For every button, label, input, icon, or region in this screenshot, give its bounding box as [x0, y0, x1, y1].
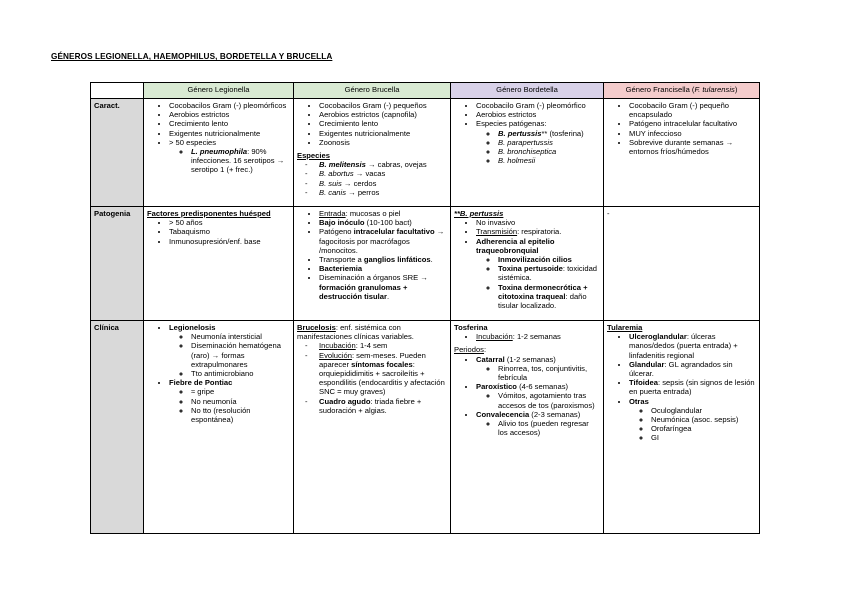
header-row: [91, 83, 760, 99]
row-caract: [91, 99, 760, 207]
list-item: • Incubación: 1-2 semanas: [476, 332, 600, 341]
list-item: • Legionelosis ◦ Neumonía intersticial ◦ Diseminación hematógena (raro) → formas extrapulmonares ◦ Tto antimicrobiano: [169, 323, 290, 378]
cell-patogenia-francisella: [604, 207, 760, 321]
list-item: • Exigentes nutricionalmente: [169, 129, 290, 138]
species-heading: Especies: [297, 151, 330, 161]
list-item: ◦ B. holmesii: [498, 156, 600, 165]
list-item: ◦ Toxina pertusoide: toxicidad sistémica.: [498, 264, 600, 282]
list-item: • Inmunosupresión/enf. base: [169, 237, 290, 246]
row-label-clinica: Clínica: [91, 321, 144, 534]
list-item: • Transmisión: respiratoria.: [476, 227, 600, 236]
cell-caract-legionella: [144, 99, 294, 207]
list-item: • Zoonosis: [319, 138, 447, 147]
cell-patogenia-bordetella: [451, 207, 604, 321]
list-item: - B. canis → perros: [319, 188, 447, 197]
cell-clinica-francisella: [604, 321, 760, 534]
empty-dash: -: [607, 209, 610, 218]
header-francisella-label: Género Francisella (F. tularensis): [625, 85, 738, 94]
row-patogenia: [91, 207, 760, 321]
list-item: • Crecimiento lento: [319, 119, 447, 128]
list-item: • Glandular: GL agrandados sin úlcerar.: [629, 360, 756, 378]
factors-heading: Factores predisponentes huésped: [147, 209, 271, 218]
list-item: ◦ Neumónica (asoc. sepsis): [651, 415, 756, 424]
list-item: • Aerobios estrictos: [476, 110, 600, 119]
list-item: - Incubación: 1-4 sem: [319, 341, 447, 350]
list-item: • Paroxístico (4-6 semanas) ◦ Vómitos, agotamiento tras accesos de tos (paroxismos): [476, 382, 600, 410]
list-item: • Especies patógenas: ◦ B. pertussis** (tosferina) ◦ B. parapertussis ◦ B. bronchiseptica ◦ B. holmesii: [476, 119, 600, 165]
tosferina-heading: Tosferina: [454, 323, 488, 332]
list-item: - Cuadro agudo: triada fiebre + sudoración + algias.: [319, 397, 447, 415]
cell-patogenia-legionella: [144, 207, 294, 321]
list-item: ◦ GI: [651, 433, 756, 442]
cell-caract-bordetella: [451, 99, 604, 207]
list-item: ◦ Rinorrea, tos, conjuntivitis, febrícula: [498, 364, 600, 382]
list-item: ◦ Vómitos, agotamiento tras accesos de tos (paroxismos): [498, 391, 600, 409]
list-item: ◦ Orofaríngea: [651, 424, 756, 433]
comparison-table: [90, 82, 760, 534]
list-item: ◦ Inmovilización cilios: [498, 255, 600, 264]
list-item: • > 50 años: [169, 218, 290, 227]
header-legionella: Género Legionella: [144, 83, 294, 99]
list-item: • Adherencia al epitelio traqueobronquial ◦ Inmovilización cilios ◦ Toxina pertusoide: toxicidad sistémica. ◦ Toxina dermonecrótica + citotoxina traqueal: daño tisular localizado.: [476, 237, 600, 311]
header-bordetella: Género Bordetella: [451, 83, 604, 99]
row-label-caract: Caract.: [91, 99, 144, 207]
list-item: - B. melitensis → cabras, ovejas: [319, 160, 447, 169]
list-item: ◦ No tto (resolución espontánea): [191, 406, 290, 424]
list-item: • Patógeno intracelular facultativo: [629, 119, 756, 128]
list-item: - B. abortus → vacas: [319, 169, 447, 178]
list-item: • Bacteriemia: [319, 264, 447, 273]
list-item: • Patógeno intracelular facultativo → fagocitosis por macrófagos /monocitos.: [319, 227, 447, 255]
list-item: • Otras ◦ Oculoglandular ◦ Neumónica (asoc. sepsis) ◦ Orofaríngea ◦ GI: [629, 397, 756, 443]
list-item: • Catarral (1-2 semanas) ◦ Rinorrea, tos, conjuntivitis, febrícula: [476, 355, 600, 383]
list-item: • Tifoidea: sepsis (sin signos de lesión en puerta entrada): [629, 378, 756, 396]
list-item: • Aerobios estrictos (capnofila): [319, 110, 447, 119]
list-item: ◦ Toxina dermonecrótica + citotoxina traqueal: daño tisular localizado.: [498, 283, 600, 311]
cell-clinica-legionella: [144, 321, 294, 534]
document-title: GÉNEROS LEGIONELLA, HAEMOPHILUS, BORDETELLA Y BRUCELLA: [51, 52, 333, 61]
pertussis-heading: **B. pertussis: [454, 209, 504, 218]
list-item: • Entrada: mucosas o piel: [319, 209, 447, 218]
list-item: • Cocobacilos Gram (-) pequeños: [319, 101, 447, 110]
list-item: • MUY infeccioso: [629, 129, 756, 138]
list-item: • Transporte a ganglios linfáticos.: [319, 255, 447, 264]
list-item: ◦ No neumonía: [191, 397, 290, 406]
row-label-patogenia: Patogenia: [91, 207, 144, 321]
list-item: • Exigentes nutricionalmente: [319, 129, 447, 138]
list-item: ◦ Oculoglandular: [651, 406, 756, 415]
list-item: ◦ B. parapertussis: [498, 138, 600, 147]
list-item: ◦ Alivio tos (pueden regresar los accesos): [498, 419, 600, 437]
cell-caract-francisella: [604, 99, 760, 207]
list-item: - B. suis → cerdos: [319, 179, 447, 188]
cell-clinica-bordetella: Tosferina • Incubación: 1-2 semanas Periodos: • Catarral (1-2 semanas) ◦ Rinorrea, tos, conjuntivitis, febrícula • Paroxístico (4-6 semanas) ◦ Vómitos, agotamiento tras accesos de tos (paroxismos) • Convalecencia (2-3 semanas) ◦ Alivio tos (pueden regresar los accesos): [451, 321, 604, 534]
list-item: ◦ Diseminación hematógena (raro) → formas extrapulmonares: [191, 341, 290, 369]
list-item: ◦ ≈ gripe: [191, 387, 290, 396]
list-item: ◦ L. pneumophila: 90% infecciones. 16 serotipos → serotipo 1 (+ frec.): [191, 147, 290, 175]
list-item: • Cocobacilo Gram (-) pleomórfico: [476, 101, 600, 110]
list-item: • Fiebre de Pontiac ◦ ≈ gripe ◦ No neumonía ◦ No tto (resolución espontánea): [169, 378, 290, 424]
header-francisella: [604, 83, 760, 99]
list-item: ◦ Neumonía intersticial: [191, 332, 290, 341]
list-item: • Diseminación a órganos SRE → formación granulomas + destrucción tisular.: [319, 273, 447, 301]
list-item: • Convalecencia (2-3 semanas) ◦ Alivio tos (pueden regresar los accesos): [476, 410, 600, 438]
header-empty: [91, 83, 144, 99]
tularemia-heading: Tularemia: [607, 323, 643, 332]
list-item: • > 50 especies ◦ L. pneumophila: 90% infecciones. 16 serotipos → serotipo 1 (+ frec.): [169, 138, 290, 175]
cell-caract-brucella: [294, 99, 451, 207]
row-clinica: [91, 321, 760, 534]
list-item: • Crecimiento lento: [169, 119, 290, 128]
list-item: • Ulceroglandular: úlceras manos/dedos (puerta entrada) + linfadenitis regional: [629, 332, 756, 360]
list-item: • Cocobacilos Gram (-) pleomórficos: [169, 101, 290, 110]
list-item: ◦ B. pertussis** (tosferina): [498, 129, 600, 138]
cell-patogenia-brucella: [294, 207, 451, 321]
header-brucella: Género Brucella: [294, 83, 451, 99]
list-item: ◦ Tto antimicrobiano: [191, 369, 290, 378]
list-item: • Aerobios estrictos: [169, 110, 290, 119]
list-item: • Sobrevive durante semanas → entornos fríos/húmedos: [629, 138, 756, 156]
list-item: • Cocobacilo Gram (-) pequeño encapsulado: [629, 101, 756, 119]
list-item: • Bajo inóculo (10-100 bact): [319, 218, 447, 227]
periods-heading: Periodos: [454, 345, 484, 355]
list-item: ◦ B. bronchiseptica: [498, 147, 600, 156]
list-item: - Evolución: sem-meses. Pueden aparecer síntomas focales: orquiepididimitis + sacroileítis + espondilitis (endocarditis y afectación SNC = muy graves): [319, 351, 447, 397]
list-item: • No invasivo: [476, 218, 600, 227]
list-item: • Tabaquismo: [169, 227, 290, 236]
cell-clinica-brucella: Brucelosis: enf. sistémica con manifestaciones clínicas variables. - Incubación: 1-4 sem - Evolución: sem-meses. Pueden aparecer síntomas focales: orquiepididimitis + sacroileítis + espondilitis (endocarditis y afectación SNC = muy graves) - Cuadro agudo: triada fiebre + sudoración + algias.: [294, 321, 451, 534]
